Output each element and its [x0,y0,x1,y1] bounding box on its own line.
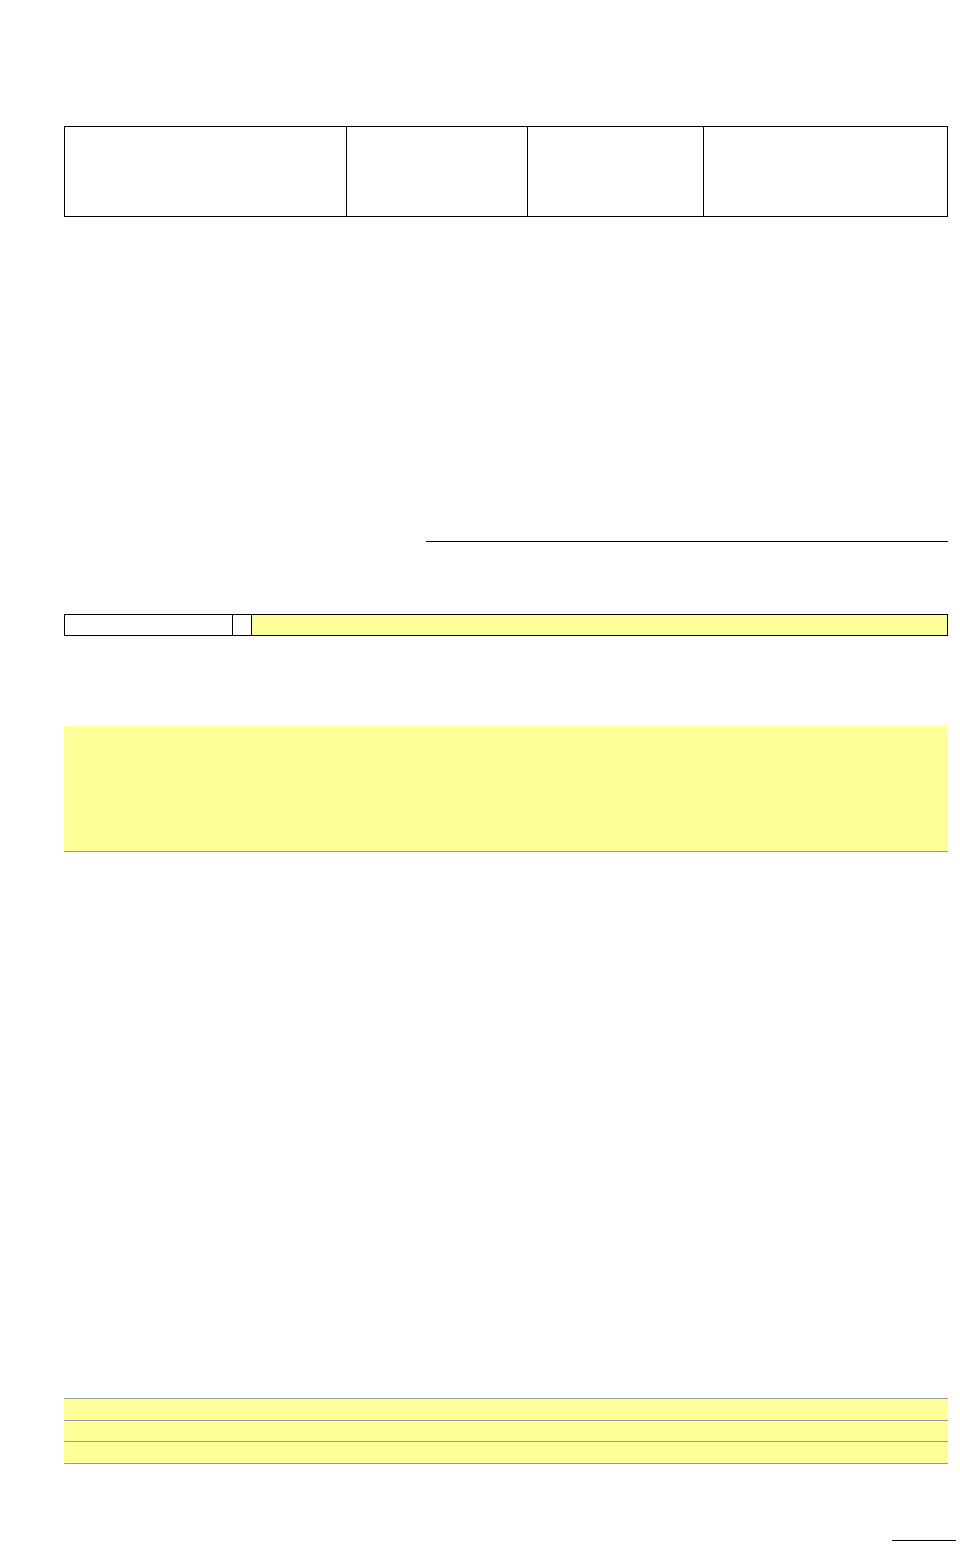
press-total-label [426,517,716,542]
paper-documents-field[interactable] [64,1398,948,1464]
press-table [64,126,948,217]
video-name [251,615,947,635]
video-filename-field[interactable] [64,614,948,636]
suggestions-textarea[interactable] [64,726,948,852]
header-document [704,127,948,217]
header-date [346,127,528,217]
header-place [65,127,347,217]
press-total-value [716,517,948,542]
footer-page-number-field[interactable] [892,1540,956,1541]
header-type [528,127,704,217]
